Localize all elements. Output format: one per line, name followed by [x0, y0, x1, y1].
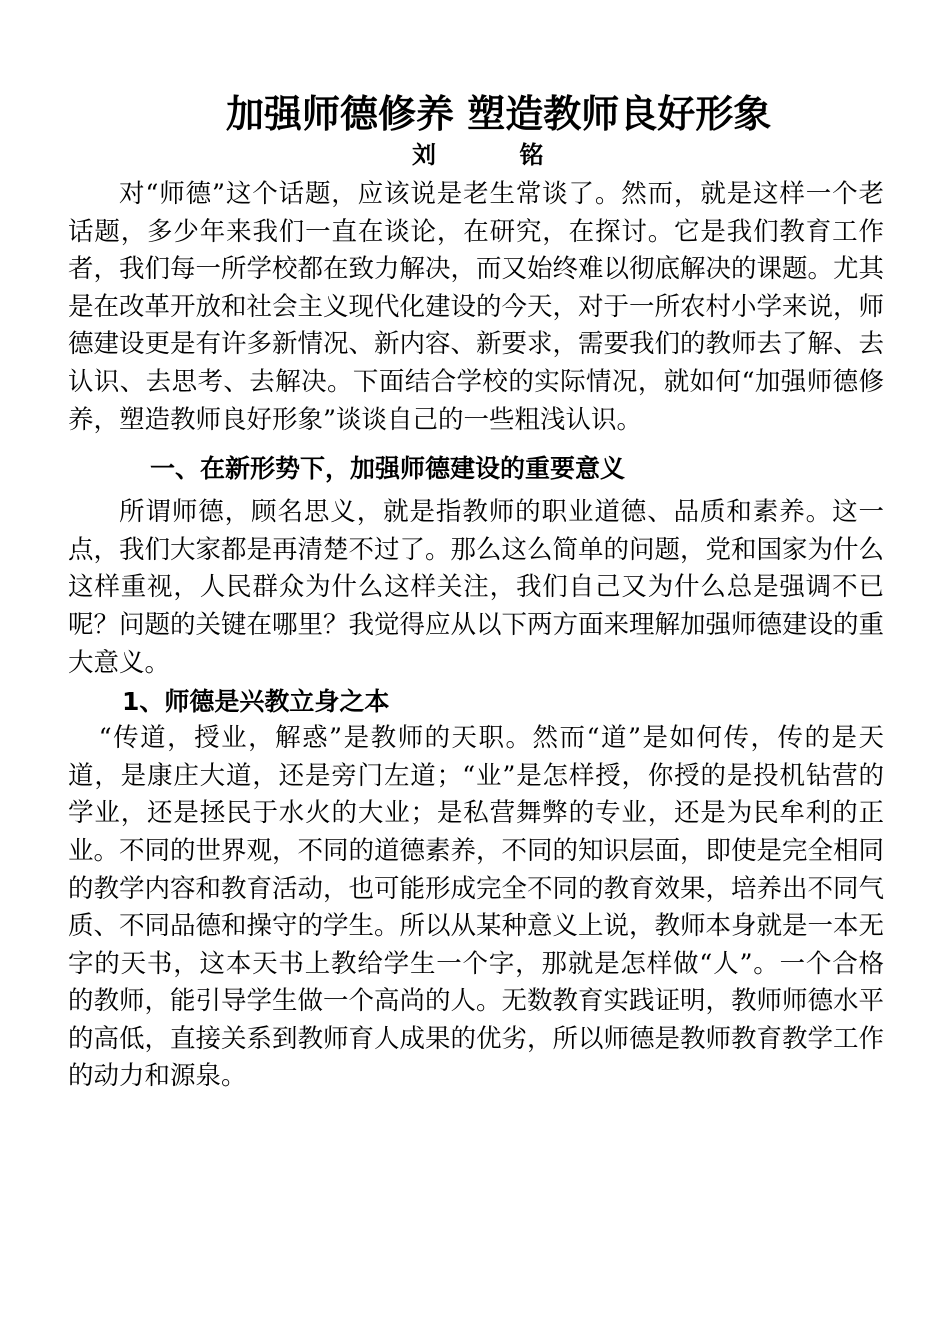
subsection-1-paragraph: “传道，授业，解惑”是教师的天职。然而“道”是如何传，传的是天道，是康庄大道，还是旁门左道；“业”是怎样授，你授的是投机钻营的学业，还是拯民于水火的大业；是私营舞弊的专业，还是为民牟利的正业。不同的世界观，不同的道德素养，不同的知识层面，即使是完全相同的教学内容和教育活动，也可能形成完全不同的教育效果，培养出不同气质、不同品德和操守的学生。所以从某种意义上说，教师本身就是一本无字的天书，这本天书上教给学生一个字，那就是怎样做“人”。一个合格的教师，能引导学生做一个高尚的人。无数教育实践证明，教师师德水平的高低，直接关系到教师育人成果的优劣，所以师德是教师教育教学工作的动力和源泉。 [68, 723, 885, 1092]
intro-paragraph: 对“师德”这个话题，应该说是老生常谈了。然而，就是这样一个老话题，多少年来我们一直在谈论，在研究，在探讨。它是我们教育工作者，我们每一所学校都在致力解决，而又始终难以彻底解决的课题。尤其是在改革开放和社会主义现代化建设的今天，对于一所农村小学来说，师德建设更是有许多新情况、新内容、新要求，需要我们的教师去了解、去认识、去思考、去解决。下面结合学校的实际情况，就如何“加强师德修养，塑造教师良好形象”谈谈自己的一些粗浅认识。 [68, 179, 885, 435]
document-author: 刘 铭 [412, 141, 544, 169]
document-page [68, 88, 884, 1096]
section-1-heading: 一、在新形势下，加强师德建设的重要意义 [150, 454, 626, 484]
subsection-1-heading: 1、师德是兴教立身之本 [122, 687, 390, 717]
document-title: 加强师德修养 塑造教师良好形象 [226, 92, 772, 136]
section-1-paragraph: 所谓师德，顾名思义，就是指教师的职业道德、品质和素养。这一点，我们大家都是再清楚不过了。那么这么简单的问题，党和国家为什么这样重视，人民群众为什么这样关注，我们自己又为什么总是强调不已呢？问题的关键在哪里？我觉得应从以下两方面来理解加强师德建设的重大意义。 [68, 497, 885, 678]
